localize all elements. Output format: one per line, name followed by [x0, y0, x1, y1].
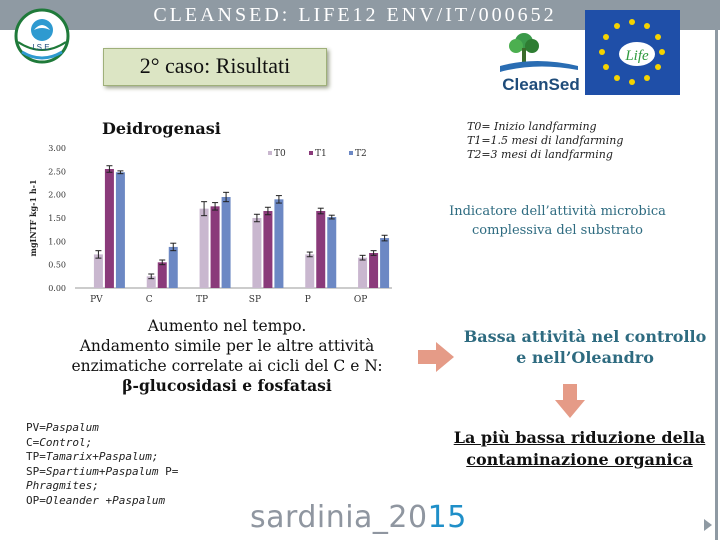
cleansed-logo [496, 26, 586, 96]
y-tick-label: 0.00 [48, 284, 66, 293]
y-tick-label: 1.50 [48, 214, 66, 223]
bar-T2-SP [274, 199, 283, 288]
y-tick-label: 1.00 [48, 237, 66, 247]
time-legend-t1: T1=1.5 mesi di landfarming [467, 134, 624, 147]
chart-title: Deidrogenasi [102, 119, 221, 138]
arrow-down-icon [555, 384, 585, 418]
main-text [62, 316, 392, 396]
footer-prefix: sardinia_20 [250, 500, 428, 535]
bar-T1-TP [211, 206, 220, 288]
abbr-sp-p [26, 465, 276, 480]
abbr-tp-code: TP= [26, 450, 46, 463]
abbr-sp-code: SP= [26, 464, 46, 478]
y-tick-label: 0.50 [48, 260, 66, 270]
abbr-pv-name: Paspalum [45, 421, 99, 434]
bar-T2-PV [116, 172, 125, 288]
abbreviations [26, 421, 276, 508]
main-text-line3: enzimatiche correlate ai cicli del C e N: [71, 357, 383, 375]
cleansed-logo-label: CleanSed [502, 75, 580, 94]
legend-label-T0: T0 [274, 149, 286, 159]
bar-T2-P [327, 217, 336, 288]
x-tick-label: C [145, 295, 153, 305]
abbr-pv-code: PV= [26, 421, 46, 434]
footer-suffix: 15 [427, 500, 467, 535]
y-tick-label: 3.00 [48, 144, 66, 153]
bar-T0-SP [252, 218, 261, 288]
right-border-line [715, 0, 718, 540]
subtitle-box [103, 48, 327, 86]
abbr-pv [26, 421, 276, 436]
x-tick-label: OP [353, 295, 368, 305]
abbr-p-code: P= [165, 464, 179, 478]
bar-T2-C [169, 247, 178, 288]
main-text-line2: Andamento simile per le altre attività [79, 337, 375, 355]
result-text: Bassa attività nel controllo e nell’Oleandro [463, 327, 707, 367]
footer-logo [250, 500, 467, 535]
bar-T0-OP [358, 258, 367, 288]
abbr-tp [26, 450, 276, 465]
abbr-sp-name: Spartium+Paspalum [45, 464, 159, 478]
header-title: CLEANSED: LIFE12 ENV/IT/000652 [153, 4, 557, 26]
legend-swatch-T0 [268, 151, 272, 155]
y-tick-label: 2.50 [48, 167, 66, 177]
abbr-c [26, 436, 276, 451]
abbr-c-code: C= [26, 435, 40, 449]
bar-T2-TP [222, 197, 231, 288]
conclusion-text: La più bassa riduzione della contaminazione organica [453, 428, 706, 469]
x-tick-label: SP [248, 295, 262, 305]
y-axis-label: mgINTF kg-1 h-1 [28, 179, 38, 257]
bar-T1-OP [369, 253, 378, 288]
main-text-line4: β-glucosidasi e fosfatasi [122, 376, 332, 395]
abbr-p-name: Phragmites; [26, 479, 99, 492]
abbr-tp-name: Tamarix+Paspalum; [45, 450, 159, 463]
legend-label-T2: T2 [355, 149, 367, 159]
eu-life-logo [585, 10, 680, 95]
bar-T0-PV [94, 254, 103, 288]
indicator-text: Indicatore dell’attività microbica complessiva del substrato [449, 204, 666, 238]
bar-T2-OP [380, 238, 389, 288]
legend-swatch-T1 [309, 151, 313, 155]
bar-T1-PV [105, 169, 114, 288]
abbr-p [26, 479, 276, 494]
right-border-marker [704, 519, 712, 531]
abbr-op-code: OP= [26, 493, 46, 507]
abbr-op-name: Oleander +Paspalum [45, 493, 166, 507]
abbr-op [26, 494, 276, 509]
bar-T1-P [316, 211, 325, 288]
main-text-line1: Aumento nel tempo. [147, 317, 307, 335]
ise-logo [8, 6, 76, 70]
x-tick-label: P [304, 295, 311, 305]
legend-swatch-T2 [349, 151, 353, 155]
arrow-right-icon [418, 342, 454, 372]
bar-chart [0, 135, 400, 305]
time-legend [467, 120, 667, 162]
bar-T1-SP [263, 211, 272, 288]
ise-logo-label: I.S.E. [32, 43, 52, 52]
time-legend-t0: T0= Inizio landfarming [467, 120, 597, 133]
x-tick-label: TP [196, 295, 209, 305]
time-legend-t2: T2=3 mesi di landfarming [467, 148, 613, 161]
legend-label-T1: T1 [315, 149, 327, 159]
bar-T0-P [305, 254, 314, 288]
bar-T1-C [158, 262, 167, 288]
eu-life-logo-label: Life [625, 48, 649, 64]
bar-T0-TP [200, 209, 209, 288]
y-tick-label: 2.00 [48, 190, 66, 200]
x-tick-label: PV [90, 295, 103, 305]
abbr-c-name: Control; [39, 435, 93, 449]
subtitle-text: 2° caso: Risultati [139, 53, 291, 78]
